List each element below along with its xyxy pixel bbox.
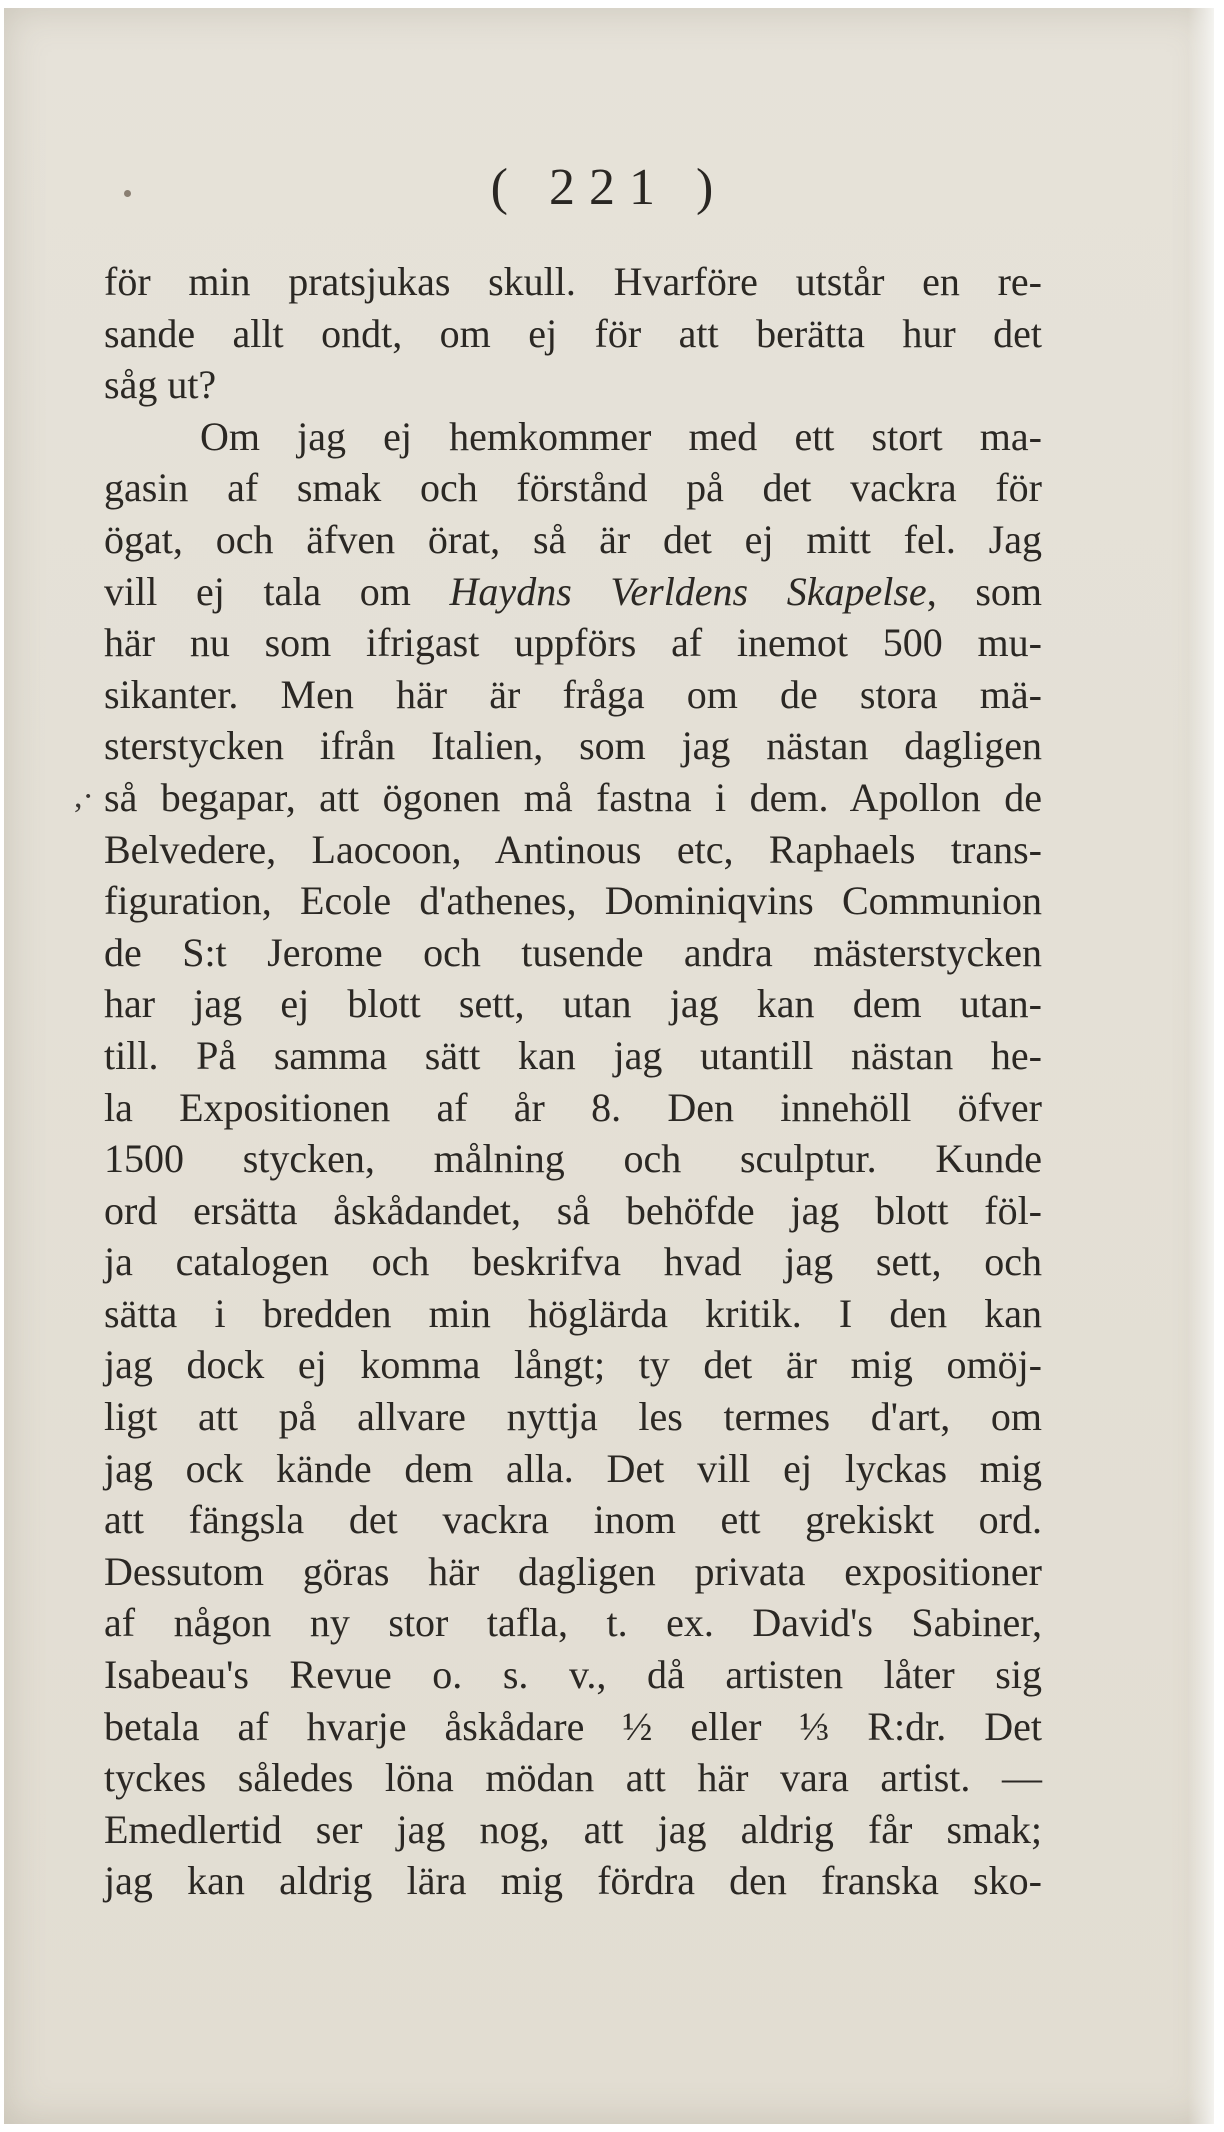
- text-line-11: så begapar, att ögonen må fastna i dem. Apollon de: [104, 774, 1042, 820]
- text-line-17: la Expositionen af år 8. Den innehöll öfver: [104, 1084, 1042, 1130]
- text-line-14: de S:t Jerome och tusende andra mästerstycken: [104, 929, 1042, 975]
- text-line-26: Dessutom göras här dagligen privata expositioner: [104, 1548, 1042, 1594]
- text-line-3: såg ut?: [104, 362, 217, 408]
- text-line-2: sande allt ondt, om ej för att berätta hur det: [104, 310, 1042, 356]
- body-text: [104, 256, 1042, 1907]
- text-line-6: ögat, och äfven örat, så är det ej mitt fel. Jag: [104, 516, 1042, 562]
- text-line-1: för min pratsjukas skull. Hvarföre utstår en re-: [104, 259, 1042, 304]
- text-line-9: sikanter. Men här är fråga om de stora mä-: [104, 671, 1042, 717]
- text-line-20: ja catalogen och beskrifva hvad jag sett, och: [104, 1239, 1042, 1285]
- work-title-haydn: Haydns Verldens Skapelse: [449, 568, 927, 614]
- paper-sheet: [4, 8, 1214, 2124]
- text-line-22: jag dock ej komma långt; ty det är mig omöj-: [104, 1342, 1042, 1388]
- text-line-27: af någon ny stor tafla, t. ex. David's Sabiner,: [104, 1600, 1042, 1646]
- paper-edge-shadow: [1188, 8, 1214, 2124]
- text-line-28: Isabeau's Revue o. s. v., då artisten låter sig: [104, 1652, 1042, 1698]
- text-line-18: 1500 stycken, målning och sculptur. Kunde: [104, 1136, 1042, 1182]
- text-line-15: har jag ej blott sett, utan jag kan dem utan-: [104, 981, 1042, 1027]
- text-line-7: [104, 566, 1042, 618]
- text-line-12: Belvedere, Laocoon, Antinous etc, Raphaels trans-: [104, 826, 1042, 872]
- text-line-13: figuration, Ecole d'athenes, Dominiqvins Communion: [104, 878, 1042, 924]
- text-line-21: sätta i bredden min höglärda kritik. I den kan: [104, 1290, 1042, 1336]
- text-line-23: ligt att på allvare nyttja les termes d'art, om: [104, 1394, 1042, 1440]
- text-line-25: att fängsla det vackra inom ett grekiskt ord.: [104, 1497, 1042, 1543]
- text-line-32: jag kan aldrig lära mig fördra den franska sko-: [104, 1858, 1042, 1904]
- text-line-8: här nu som ifrigast uppförs af inemot 500 mu-: [104, 620, 1042, 666]
- text-line-10: sterstycken ifrån Italien, som jag nästan dagligen: [104, 723, 1042, 769]
- text-line-31: Emedlertid ser jag nog, att jag aldrig får smak;: [104, 1806, 1042, 1852]
- text-line-19: ord ersätta åskådandet, så behöfde jag blott föl-: [104, 1187, 1042, 1233]
- text-line-7-end: , som: [926, 568, 1043, 614]
- text-line-30: tyckes således löna mödan att här vara artist. —: [104, 1755, 1042, 1801]
- text-line-29: betala af hvarje åskådare ½ eller ⅓ R:dr. Det: [104, 1703, 1042, 1749]
- text-line-16: till. På samma sätt kan jag utantill nästan he-: [104, 1032, 1042, 1078]
- text-line-4: Om jag ej hemkommer med ett stort ma-: [200, 413, 1042, 459]
- text-line-7-start: vill ej tala om: [104, 568, 411, 614]
- page-number: ( 221 ): [490, 159, 728, 216]
- margin-mark: ,·: [74, 778, 94, 815]
- text-line-5: gasin af smak och förstånd på det vackra för: [104, 465, 1042, 511]
- text-line-24: jag ock kände dem alla. Det vill ej lyckas mig: [104, 1445, 1042, 1491]
